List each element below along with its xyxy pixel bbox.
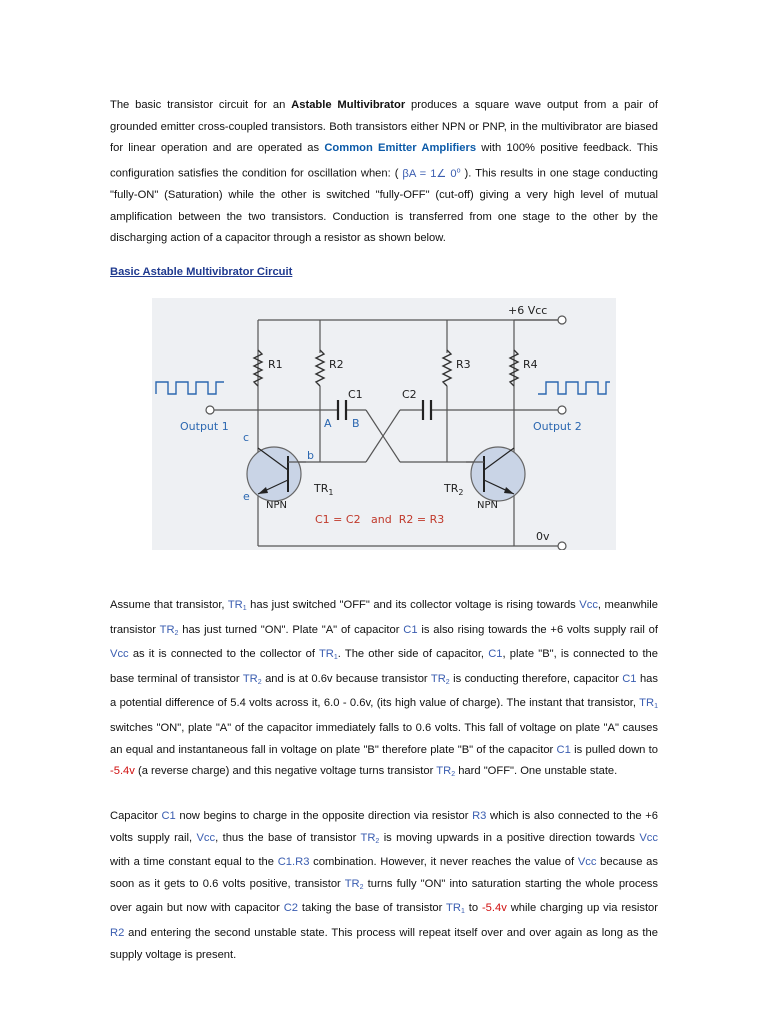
base-label: b [307,449,314,462]
tr2-ref [431,673,450,685]
tr2-ref [436,765,455,777]
r3-ref: R3 [472,810,487,822]
vcc-label: +6 Vcc [508,304,548,317]
text: switches "ON", plate "A" of the capacitor immediately falls to 0.6 volts. This fall of voltage on plate "A" causes an equal and instantaneous fall in voltage on plate "B" therefore plate "B" of the capacitor [110,721,658,756]
tr2-ref [345,878,364,890]
c1-ref: C1 [622,672,637,685]
r1-label: R1 [268,358,283,371]
text: , thus the base of transistor [215,831,361,844]
text: with a time constant equal to the [110,856,278,869]
tr-subscript: 2 [451,771,456,779]
vcc-ref: Vcc [579,599,598,611]
tr1-ref [319,648,338,660]
text: Assume that transistor, [110,599,228,611]
output2-label: Output 2 [533,420,582,433]
tr-text: TR [159,623,175,636]
explanation-paragraph-1 [110,595,658,786]
tr1-ref [446,902,465,914]
c1-ref: C1 [556,743,571,756]
degree-symbol: o [456,166,461,174]
text: has a potential difference of 5.4 volts across it, 6.0 - 0.6v, (its high value of charge). The instant that transistor, [110,672,658,710]
tr1-subscript: 1 [328,488,334,497]
intro-paragraph [110,95,658,250]
tr-text: TR [639,697,655,710]
vcc-ref: Vcc [110,648,129,661]
negative-voltage: -5.4v [481,902,507,915]
common-emitter-amplifiers-link[interactable]: Common Emitter Amplifiers [324,142,477,155]
text: produces a square wave output from a pair of grounded emitter cross-coupled transistors. Both transistors either NPN or PNP, in the multivibrator are biased for linear operation and are operated as [110,99,659,155]
text: while charging up via resistor [506,902,659,915]
tr-text: TR [360,831,376,844]
vcc-ref: Vcc [577,856,597,869]
c1r3-ref: C1.R3 [277,856,310,869]
text: is conducting therefore, capacitor [449,672,623,685]
tr-text: TR [242,672,258,685]
tr2-subscript: 2 [458,488,464,497]
text: to [464,902,482,915]
text: has just turned "ON". Plate "A" of capacitor [178,623,404,636]
output1-terminal [206,406,214,414]
text: taking the base of transistor [298,902,447,915]
collector-label: c [243,431,250,444]
oscillation-formula [402,168,460,180]
section-heading[interactable]: Basic Astable Multivibrator Circuit [110,266,293,278]
tr-subscript: 2 [445,678,450,686]
negative-voltage: -5.4v [110,765,135,778]
tr2-type-label: NPN [477,500,498,511]
text: is pulled down to [570,743,658,756]
r2-ref: R2 [110,926,125,939]
tr2-ref [361,832,380,844]
text: Capacitor [110,810,162,822]
text: , plate "B", is connected to the base terminal of transistor [110,648,659,685]
c1-ref: C1 [161,810,176,822]
tr-text: TR [446,902,461,915]
text: has just switched "OFF" and its collector voltage is rising towards [246,599,580,611]
ground-terminal [558,542,566,550]
plate-b-label: B [352,417,360,430]
tr2-text: TR [444,482,459,495]
text: is also rising towards the +6 volts supply rail of [417,623,658,636]
text: now begins to charge in the opposite direction via resistor [175,810,473,822]
text: because as soon as it gets to 0.6 volts positive, transistor [110,856,658,890]
text: with 100% positive feedback. This configuration satisfies the condition for oscillation when: ( [110,142,658,180]
emitter-label: e [243,490,250,503]
tr1-ref [228,599,247,611]
tr1-text: TR [314,482,329,495]
text: combination. However, it never reaches the value of [309,856,578,869]
tr-subscript: 1 [333,654,338,662]
r3-label: R3 [456,358,471,371]
r4-label: R4 [523,358,538,371]
explanation-paragraph-2 [110,806,658,966]
astable-multivibrator-circuit-diagram [152,298,616,550]
astable-multivibrator-term: Astable Multivibrator [291,99,406,111]
text: , meanwhile transistor [110,599,658,636]
tr2-ref [243,673,262,685]
tr-text: TR [344,877,360,890]
vcc-ref: Vcc [639,831,658,844]
vcc-ref: Vcc [196,831,216,844]
c2-label: C2 [402,388,417,401]
tr-text: TR [318,648,334,661]
tr-subscript: 1 [460,908,465,916]
tr-subscript: 1 [242,605,247,612]
component-equation: C1 = C2 and R2 = R3 [315,513,445,526]
text: The basic transistor circuit for an [110,99,292,111]
tr-subscript: 2 [375,837,380,845]
c1-ref: C1 [403,623,418,636]
text: turns fully "ON" into saturation starting the whole process over again but now with capacitor [110,877,658,915]
tr-text: TR [436,765,452,778]
tr2-ref [160,624,179,636]
vcc-terminal [558,316,566,324]
text: and entering the second unstable state. This process will repeat itself over and over again as long as the supply voltage is present. [110,926,658,961]
text: and is at 0.6v because transistor [261,672,431,685]
text: hard "OFF". One unstable state. [455,765,618,778]
text: is moving upwards in a positive direction towards [379,831,640,844]
tr-subscript: 1 [654,703,658,711]
text: as it is connected to the collector of [128,648,319,661]
output1-label: Output 1 [180,420,229,433]
tr-text: TR [227,599,243,611]
text: . The other side of capacitor, [337,648,489,661]
c2-ref: C2 [283,902,299,915]
tr-text: TR [430,672,446,685]
c1-label: C1 [348,388,363,401]
text: ). This results in one stage conducting "fully-ON" (Saturation) while the other is switched "fully-OFF" (cut-off) giving a very high level of mutual amplification between the two transistors. Conduction is transferred from one stage to the other by the discharging action of a capacitor through a resistor as shown below. [110,167,658,245]
tr1-type-label: NPN [266,500,287,511]
tr1-ref [639,697,658,709]
plate-a-label: A [324,417,332,430]
c1-ref: C1 [488,648,503,661]
formula-text: βA = 1∠ 0 [402,167,457,180]
text: (a reverse charge) and this negative voltage turns transistor [134,765,437,778]
tr-subscript: 2 [257,678,262,686]
tr-subscript: 2 [359,883,364,891]
text: which is also connected to the +6 volts supply rail, [110,810,658,844]
ground-label: 0v [536,530,550,543]
tr-subscript: 2 [174,629,179,637]
output2-terminal [558,406,566,414]
r2-label: R2 [329,358,344,371]
